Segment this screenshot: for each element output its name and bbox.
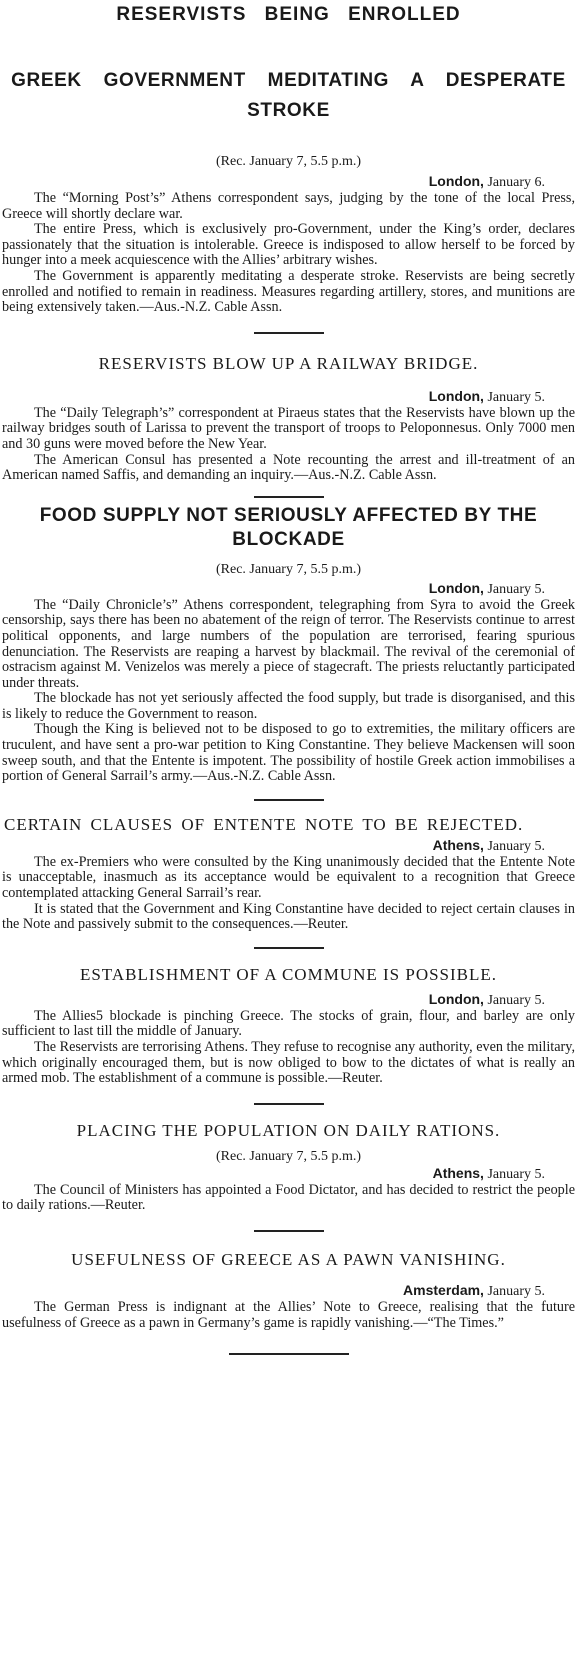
article-7-headline: USEFULNESS OF GREECE AS A PAWN VANISHING.	[71, 1249, 506, 1269]
article-2	[2, 354, 575, 484]
article-5-headline: ESTABLISHMENT OF A COMMUNE IS POSSIBLE.	[79, 964, 498, 984]
article-2-headline: RESERVISTS BLOW UP A RAILWAY BRIDGE.	[98, 353, 479, 373]
article-1-place: London,	[428, 173, 484, 189]
kicker-heading: RESERVISTS BEING ENROLLED	[116, 4, 461, 25]
article-7	[2, 1250, 575, 1331]
article-1-paragraph-2: The entire Press, which is exclusively pro-Government, under the King’s order, declares passionately that the situation is intolerable. Greece is indisposed to allow herself to be forced by hunger into a meek acquiescence with the Allies’ arbitrary wishes.	[2, 221, 575, 269]
article-6-received: (Rec. January 7, 5.5 p.m.)	[215, 1148, 362, 1164]
article-5	[2, 965, 575, 1087]
article-3-place: London,	[428, 579, 484, 596]
article-4-paragraph-1: The ex-Premiers who were consulted by the King unanimously decided that the Entente Note is unacceptable, inasmuch as its acceptance would be equivalent to a recognition that Greece contemplated attacking General Sarrail’s rear.	[2, 853, 575, 902]
newspaper-page	[0, 4, 579, 1680]
separator-rule	[254, 947, 324, 949]
article-4-date: January 5.	[487, 838, 545, 854]
article-6	[2, 1121, 575, 1214]
article-1-date: January 6.	[487, 175, 545, 190]
article-6-paragraph-1: The Council of Ministers has appointed a Food Dictator, and has decided to restrict the people to daily rations.—Reuter.	[2, 1181, 575, 1214]
article-6-date: January 5.	[487, 1166, 545, 1182]
article-2-paragraph-1: The “Daily Telegraph’s” correspondent at Piraeus states that the Reservists have blown up the railway bridges south of Larissa to prevent the transport of troops to Peloponnesus. Only 7000 men and 30 guns were moved before the New Year.	[2, 404, 575, 452]
separator-rule	[254, 1230, 324, 1232]
article-4-place: Athens,	[432, 836, 484, 853]
article-3-headline-line-2: BLOCKADE	[232, 528, 345, 550]
article-4-headline: CERTAIN CLAUSES OF ENTENTE NOTE TO BE REJECTED.	[4, 814, 524, 834]
article-5-place: London,	[428, 990, 484, 1007]
article-1-paragraph-1: The “Morning Post’s” Athens correspondent says, judging by the tone of the local Press, Greece will shortly declare war.	[2, 190, 575, 222]
separator-rule	[254, 332, 324, 334]
separator-rule	[254, 1103, 324, 1105]
article-3-paragraph-3: Though the King is believed not to be disposed to go to extremities, the military officers are truculent, and have sent a pro-war petition to King Constantine. They believe Mackensen will soon sweep south, and that the Entente is impotent. The possibility of hostile Greek action immobilises a portion of General Sarrail’s army.—Aus.-N.Z. Cable Assn.	[2, 721, 575, 785]
article-3	[2, 502, 575, 785]
article-7-place: Amsterdam,	[403, 1281, 484, 1298]
separator-rule	[254, 496, 324, 498]
article-3-dateline	[2, 580, 575, 598]
article-4	[2, 815, 575, 933]
article-4-paragraph-2: It is stated that the Government and King Constantine have decided to reject certain clauses in the Note and passively submit to the consequences.—Reuter.	[2, 900, 575, 933]
article-3-paragraph-2: The blockade has not yet seriously affected the food supply, but trade is disorganised, and this is likely to reduce the Government to reason.	[2, 690, 575, 722]
article-6-dateline	[2, 1165, 575, 1183]
article-5-date: January 5.	[487, 992, 545, 1008]
article-6-headline: PLACING THE POPULATION ON DAILY RATIONS.	[76, 1120, 501, 1140]
separator-rule	[254, 799, 324, 801]
article-6-place: Athens,	[432, 1164, 484, 1181]
article-3-paragraph-1: The “Daily Chronicle’s” Athens correspondent, telegraphing from Syra to avoid the Greek censorship, says there has been no abatement of the reign of terror. The Reservists continue to arrest political opponents, and large numbers of the population are terrorised, fearing spurious denunciation. The Reservists are reaping a harvest by blackmail. The revival of the ceremonial of ostracism against M. Venizelos was merely a piece of stagecraft. The priests reluctantly participated under threats.	[2, 596, 575, 691]
article-1-headline-line-1: GREEK GOVERNMENT MEDITATING A DESPERATE	[11, 70, 566, 91]
article-3-headline-line-1: FOOD SUPPLY NOT SERIOUSLY AFFECTED BY THE	[39, 504, 538, 526]
article-1-paragraph-3: The Government is apparently meditating a desperate stroke. Reservists are being secretly enrolled and notified to remain in readiness. Measures regarding artillery, stores, and munitions are being extensively taken.—Aus.-N.Z. Cable Assn.	[2, 267, 575, 316]
article-1-dateline	[2, 173, 575, 191]
article-7-paragraph-1: The German Press is indignant at the Allies’ Note to Greece, realising that the future usefulness of Greece as a pawn in Germany’s game is rapidly vanishing.—“The Times.”	[2, 1298, 575, 1331]
article-7-dateline	[2, 1282, 575, 1300]
article-5-paragraph-1: The Allies5 blockade is pinching Greece. The stocks of grain, flour, and barley are only sufficient to last till the middle of January.	[2, 1007, 575, 1040]
article-4-dateline	[2, 837, 575, 855]
article-7-date: January 5.	[487, 1283, 545, 1299]
article-1	[2, 64, 575, 316]
article-2-paragraph-2: The American Consul has presented a Note recounting the arrest and ill-treatment of an American named Saffis, and demanding an inquiry.—Aus.-N.Z. Cable Assn.	[2, 451, 575, 484]
article-2-dateline	[2, 388, 575, 406]
article-5-paragraph-2: The Reservists are terrorising Athens. They refuse to recognise any authority, even the military, which originally encouraged them, but is now obliged to bow to the dictates of what is really an armed mob. The establishment of a commune is possible.—Reuter.	[2, 1039, 575, 1087]
article-5-dateline	[2, 991, 575, 1009]
article-3-date: January 5.	[487, 581, 545, 597]
article-3-received: (Rec. January 7, 5.5 p.m.)	[215, 561, 362, 577]
article-2-date: January 5.	[487, 389, 545, 405]
article-2-place: London,	[428, 387, 484, 404]
separator-rule	[229, 1353, 349, 1355]
article-1-headline-line-2: STROKE	[247, 100, 330, 121]
article-1-received: (Rec. January 7, 5.5 p.m.)	[215, 154, 362, 169]
